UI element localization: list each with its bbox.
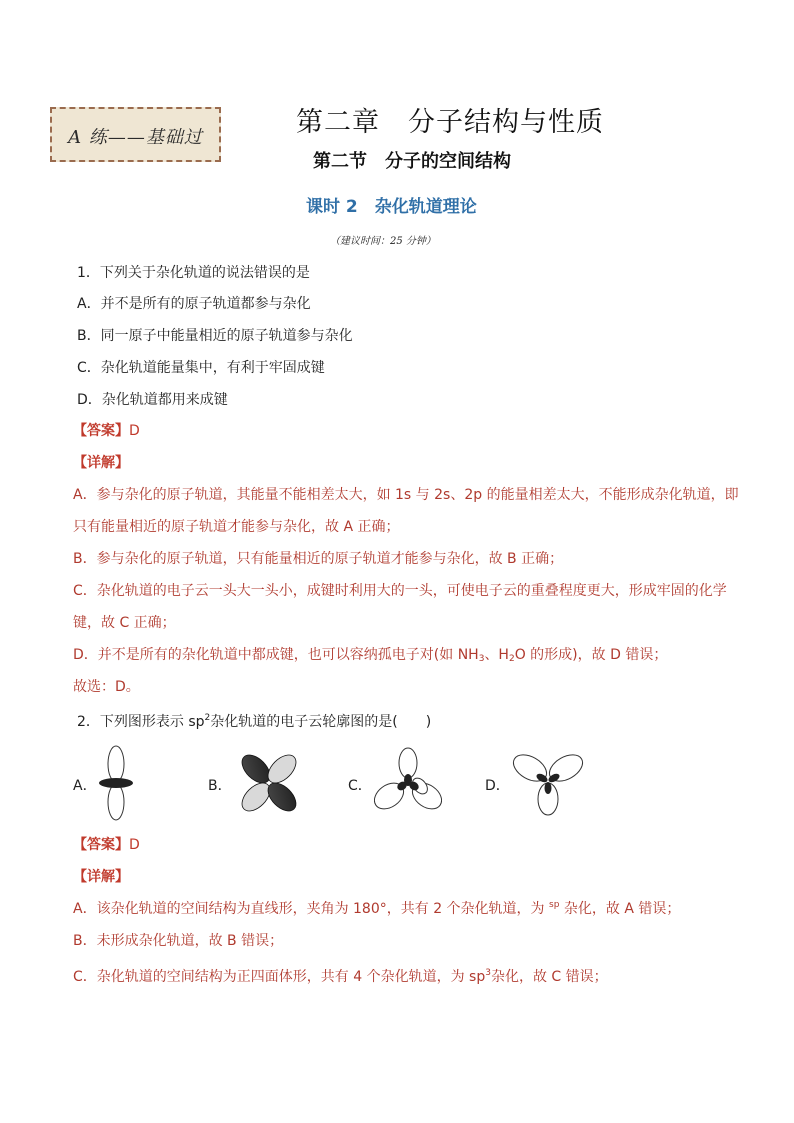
orbital-p-cloverleaf-icon (236, 748, 302, 818)
q2-explain-b: B．未形成杂化轨道，故 B 错误； (73, 933, 284, 949)
q2-detail-tag: 【详解】 (73, 869, 129, 885)
q2-explain-a: A．该杂化轨道的空间结构为直线形，夹角为 180°，共有 2 个杂化轨道，为 $^{sp}$ 杂化，故 A 错误； (73, 900, 681, 917)
orbital-linear-icon (96, 745, 136, 821)
q1-stem: 1．下列关于杂化轨道的说法错误的是 (77, 265, 310, 281)
q2-option-a-label: A． (73, 778, 97, 794)
chapter-title: 第二章 分子结构与性质 (296, 107, 604, 138)
q2-answer (73, 834, 140, 854)
practice-level-badge (50, 107, 221, 162)
orbital-sp3-tetrahedral-icon (374, 746, 442, 818)
badge-label: A 练——基础过 (68, 127, 203, 148)
q1-explain-c-line2: 键，故 C 正确； (73, 615, 176, 631)
answer-value: D (129, 837, 140, 853)
lesson-title: 课时 2 杂化轨道理论 (306, 197, 477, 217)
q1-explain-d: D．并不是所有的杂化轨道中都成键，也可以容纳孤电子对(如 $NH_3$、$H_2O$ 的形成)，故 D 错误； (73, 647, 668, 664)
section-title: 第二节 分子的空间结构 (313, 151, 511, 172)
q2-option-d-label: D． (485, 778, 510, 794)
answer-value: D (129, 423, 140, 439)
q1-explain-b: B．参与杂化的原子轨道，只有能量相近的原子轨道才能参与杂化，故 B 正确； (73, 551, 564, 567)
q1-explain-a-line2: 只有能量相近的原子轨道才能参与杂化，故 A 正确； (73, 519, 400, 535)
q1-explain-a-line1: A．参与杂化的原子轨道，其能量不能相差太大，如 1s 与 2s、2p 的能量相差太大，不能形成杂化轨道，即 (73, 487, 739, 503)
answer-tag: 【答案】 (73, 423, 129, 439)
q1-option-c: C．杂化轨道能量集中，有利于牢固成键 (77, 360, 325, 376)
q1-detail-tag: 【详解】 (73, 455, 129, 471)
q1-option-b: B．同一原子中能量相近的原子轨道参与杂化 (77, 328, 353, 344)
q2-explain-c: C．杂化轨道的空间结构为正四面体形，共有 4 个杂化轨道，为 $sp^3$杂化，故 C 错误； (73, 968, 608, 985)
suggested-time: （建议时间：25 分钟） (330, 236, 436, 247)
q2-option-c-label: C． (348, 778, 372, 794)
orbital-sp2-trigonal-icon (510, 746, 586, 818)
q1-explain-c-line1: C．杂化轨道的电子云一头大一头小，成键时利用大的一头，可使电子云的重叠程度更大，形成牢固的化学 (73, 583, 727, 599)
answer-tag: 【答案】 (73, 837, 129, 853)
q1-conclusion: 故选：D。 (73, 679, 140, 695)
q2-option-b-label: B． (208, 778, 232, 794)
q2-stem: 2．下列图形表示 $sp^2$杂化轨道的电子云轮廓图的是( ) (77, 713, 432, 730)
q1-option-d: D．杂化轨道都用来成键 (77, 392, 228, 408)
q1-option-a: A．并不是所有的原子轨道都参与杂化 (77, 296, 311, 312)
q1-answer (73, 420, 140, 440)
